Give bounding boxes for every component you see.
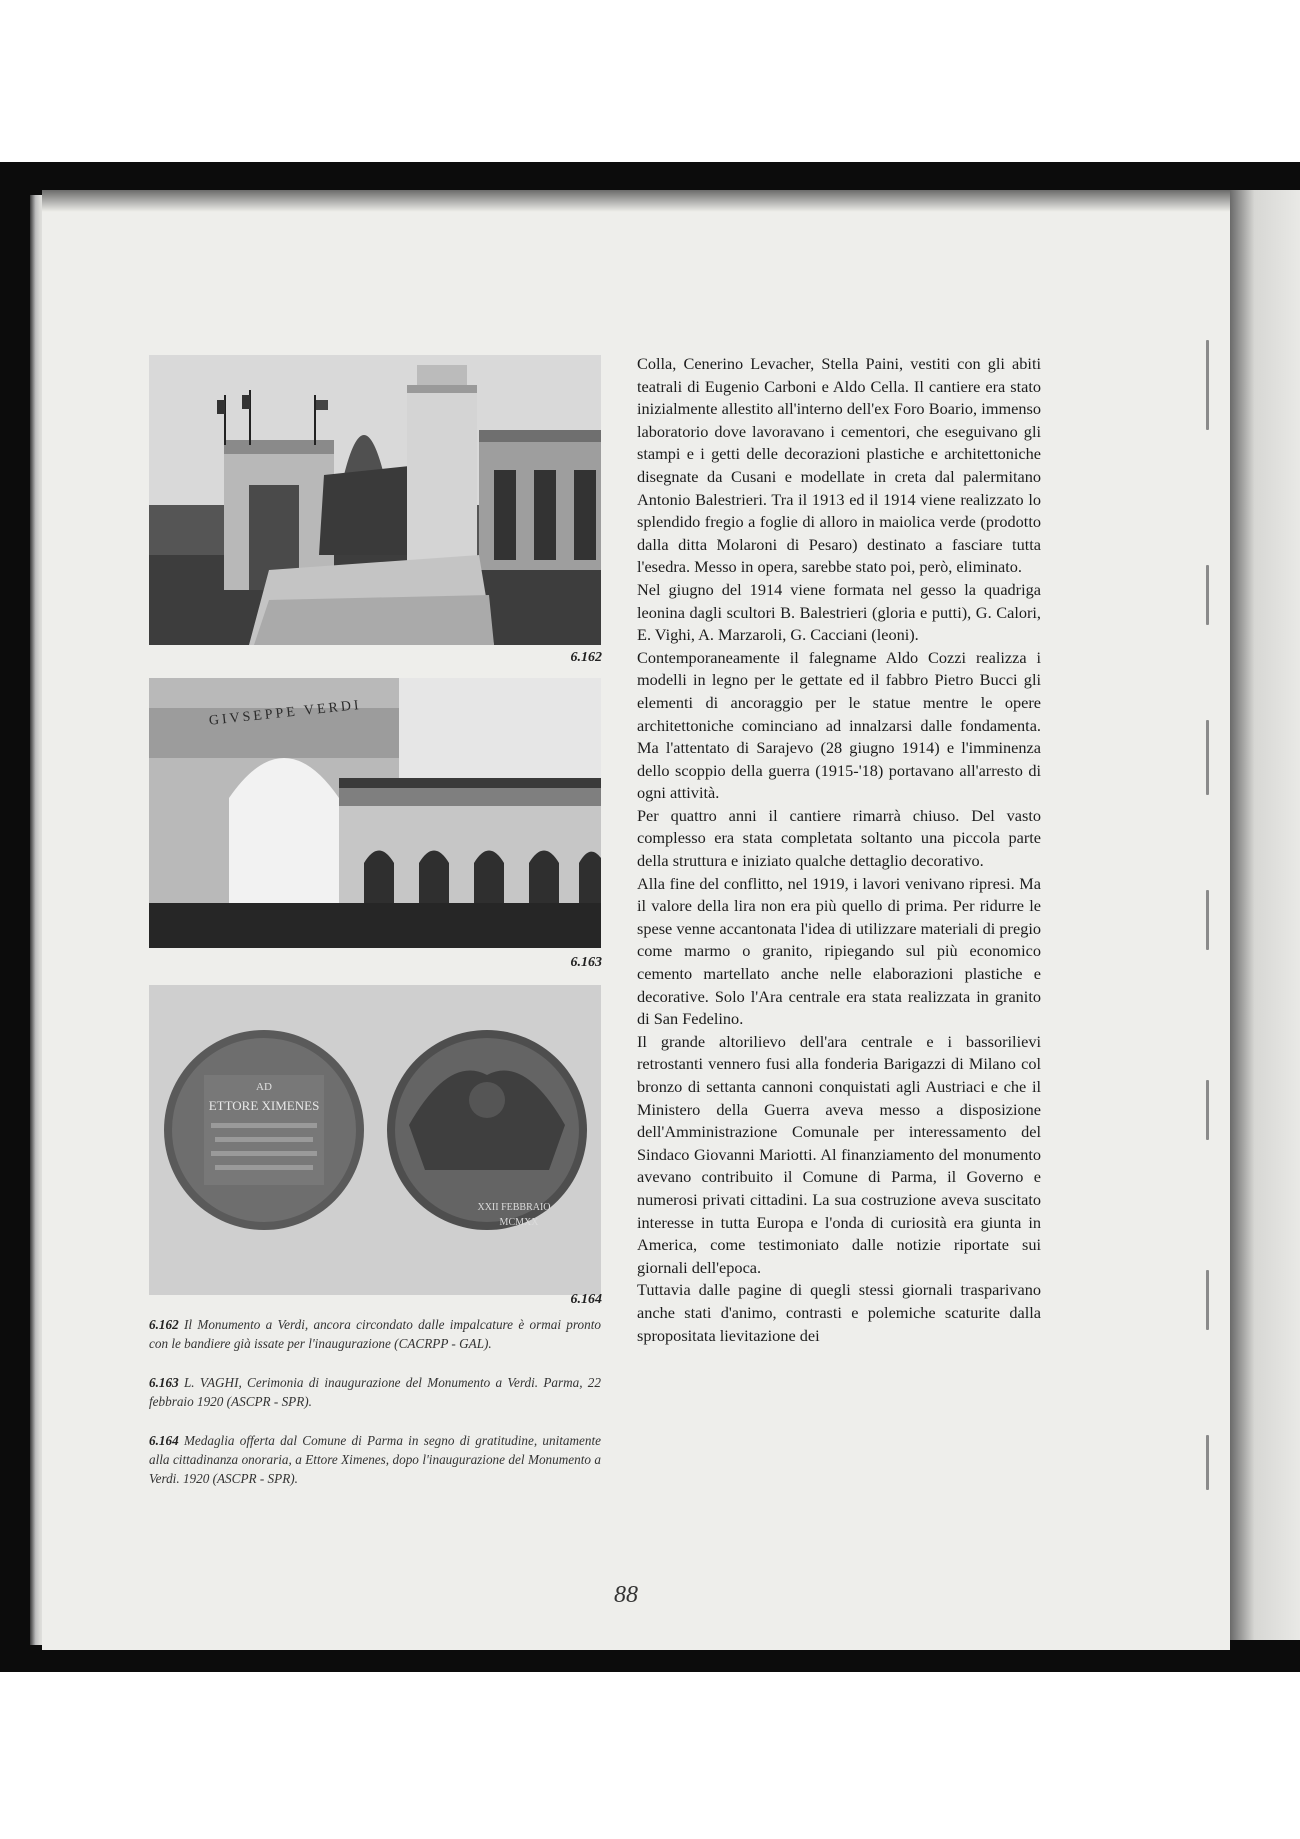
page-shadow <box>42 190 1230 212</box>
body-text-column <box>637 353 1041 1347</box>
figure-number: 6.164 <box>570 1292 602 1307</box>
photo-monument-scaffolding <box>149 355 601 645</box>
edge-mark <box>1206 1270 1209 1330</box>
page-number: 88 <box>614 1582 638 1608</box>
paragraph: Tuttavia dalle pagine di quegli stessi giornali trasparivano anche stati d'animo, contrasti e polemiche scaturite dalla spropositata lievitazione dei <box>637 1280 1041 1345</box>
caption-number: 6.163 <box>149 1375 179 1390</box>
edge-mark <box>1206 890 1209 950</box>
caption-number: 6.164 <box>149 1433 179 1448</box>
facing-page <box>1230 190 1300 1640</box>
caption-text: L. VAGHI, Cerimonia di inaugurazione del Monumento a Verdi. Parma, 22 febbraio 1920 (ASCPR - SPR). <box>149 1375 601 1409</box>
caption-text: Medaglia offerta dal Comune di Parma in segno di gratitudine, unitamente alla cittadinanza onoraria, a Ettore Ximenes, dopo l'inaugurazione del Monumento a Verdi. 1920 (ASCPR - SPR). <box>149 1433 602 1486</box>
edge-mark <box>1206 720 1209 795</box>
figure-captions <box>149 1315 601 1508</box>
edge-mark <box>1206 565 1209 625</box>
photo-inauguration-ceremony <box>149 678 601 948</box>
caption <box>149 1373 601 1411</box>
figure-number: 6.162 <box>570 650 602 665</box>
paragraph: Colla, Cenerino Levacher, Stella Paini, vestiti con gli abiti teatrali di Eugenio Carboni e Aldo Cella. Il cantiere era stato inizialmente allestito all'interno dell'ex Foro Boario, immenso laboratorio dove lavoravano i cementori, che eseguivano gli stampi e i getti delle decorazioni plastiche e architettoniche disegnate da Cusani e modellate in creta dal palermitano Antonio Balestrieri. Tra il 1913 ed il 1914 viene realizzato lo splendido fregio a foglie di alloro in maiolica verde (prodotto dalla ditta Molaroni di Pesaro) destinato a fasciare tutta l'esedra. Messo in opera, sarebbe stato poi, però, eliminato. <box>637 354 1041 577</box>
edge-mark <box>1206 1435 1209 1490</box>
arch-inscription: GIVSEPPE VERDI <box>208 697 363 729</box>
photo-medal <box>149 985 601 1295</box>
medal-date: XXII FEBBRAIO <box>477 1202 551 1213</box>
paragraph: Il grande altorilievo dell'ara centrale e i bassorilievi retrostanti vennero fusi alla fonderia Barigazzi di Milano col bronzo di settanta cannoni conquistati agli Austriaci e che il Ministero della Guerra aveva messo a disposizione dell'Amministrazione Comunale per interessamento del Sindaco Giovanni Mariotti. Al finanziamento del monumento avevano contribuito il Comune di Parma, il Governo e numerosi privati cittadini. La sua costruzione aveva suscitato interesse in tutta Europa e l'onda di curiosità era giunta in America, come testimoniato dalle notizie riportate sui giornali dell'epoca. <box>637 1031 1041 1277</box>
caption-text: Il Monumento a Verdi, ancora circondato dalle impalcature è ormai pronto con le bandiere già issate per l'inaugurazione (CACRPP - GAL). <box>149 1317 601 1351</box>
paragraph: Nel giugno del 1914 viene formata nel gesso la quadriga leonina dagli scultori B. Balestrieri (gloria e putti), G. Calori, E. Vighi, A. Marzaroli, G. Cacciani (leoni). <box>637 579 1041 645</box>
figure-number: 6.163 <box>570 955 602 970</box>
edge-mark <box>1206 1080 1209 1140</box>
medal-date: MCMXX <box>499 1217 539 1228</box>
paragraph: Alla fine del conflitto, nel 1919, i lavori venivano ripresi. Ma il valore della lira non era più quello di prima. Per ridurre le spese venne accantonata l'idea di utilizzare materiali di pregio come marmo o granito, ripiegando sul più economico cemento martellato anche nelle elaborazioni plastiche e decorative. Solo l'Ara centrale era stata realizzata in granito di San Fedelino. <box>637 873 1041 1029</box>
caption-number: 6.162 <box>149 1317 179 1332</box>
edge-mark <box>1206 340 1209 430</box>
paragraph: Contemporaneamente il falegname Aldo Cozzi realizza i modelli in legno per le gettate ed il fabbro Pietro Bucci gli elementi di ancoraggio per le statue mentre le opere architettoniche cominciano ad innalzarsi dalle fondamenta. Ma l'attentato di Sarajevo (28 giugno 1914) e l'imminenza dello scoppio della guerra (1915-'18) portavano all'arresto di ogni attività. <box>637 647 1041 803</box>
medal-line: ETTORE XIMENES <box>208 1098 320 1113</box>
paragraph: Per quattro anni il cantiere rimarrà chiuso. Del vasto complesso era stata completata soltanto una piccola parte della struttura e iniziato qualche dettaglio decorativo. <box>637 805 1041 871</box>
caption <box>149 1431 601 1488</box>
caption <box>149 1315 601 1353</box>
medal-line: AD <box>256 1081 272 1093</box>
